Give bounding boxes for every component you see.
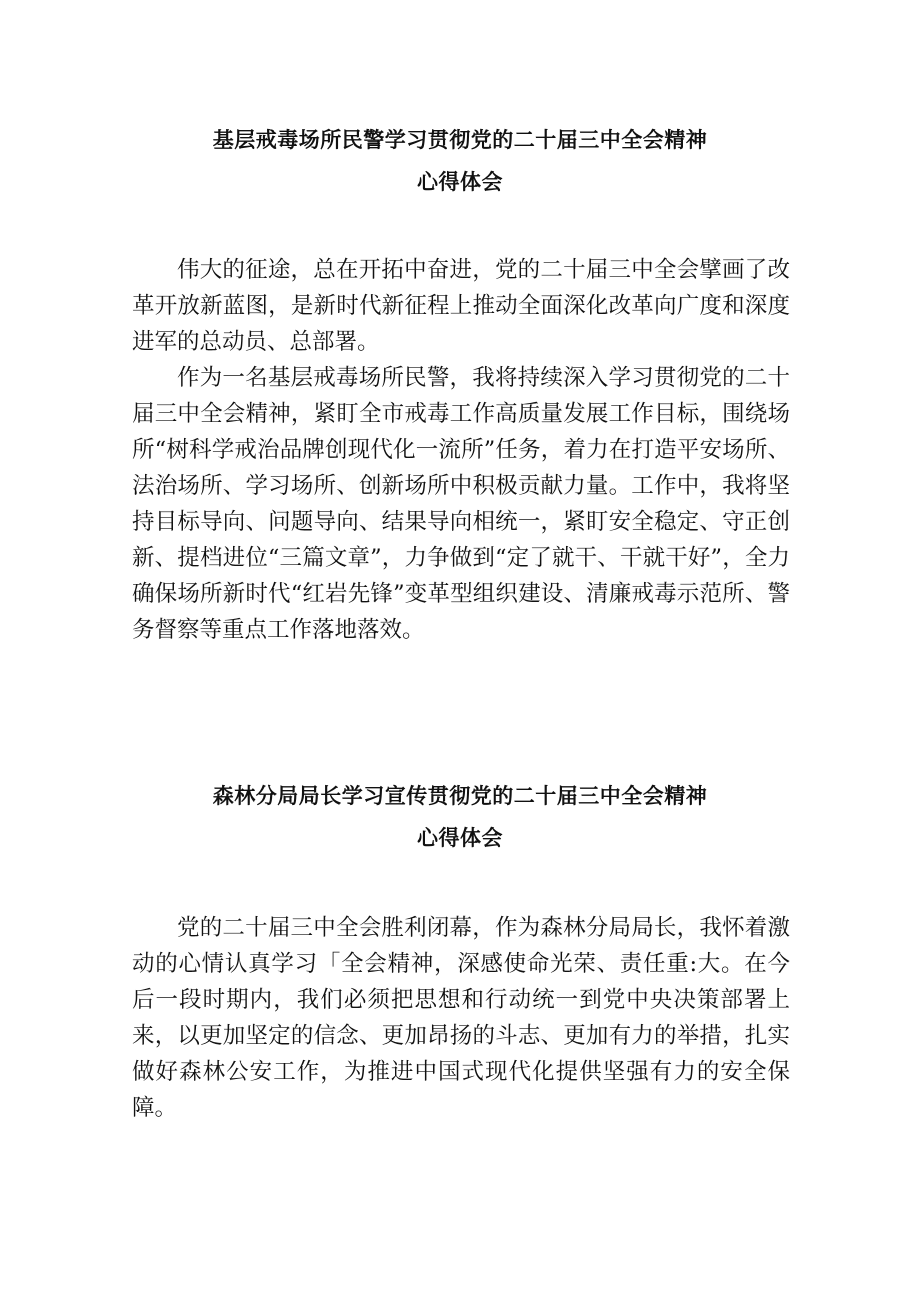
section-1-title-line2: 心得体会 (417, 170, 503, 194)
section-1-paragraph-1: 伟大的征途，总在开拓中奋进，党的二十届三中全会擘画了改革开放新蓝图，是新时代新征程上推动全面深化改革向广度和深度进军的总动员、总部署。 (132, 257, 790, 355)
section-2-paragraph-1: 党的二十届三中全会胜利闭幕，作为森林分局局长，我怀着激动的心情认真学习「全会精神，深感使命光荣、责任重:大。在今后一段时期内，我们必须把思想和行动统一到党中央决策部署上来，以更加坚定的信念、更加昂扬的斗志、更加有力的举措，扎实做好森林公安工作，为推进中国式现代化提供坚强有力的安全保障。 (132, 915, 790, 1121)
section-2-body (132, 910, 790, 1126)
section-2-title-line2: 心得体会 (417, 826, 503, 850)
section-1-title-line1: 基层戒毒场所民警学习贯彻党的二十届三中全会精神 (212, 128, 708, 152)
section-1-paragraph-2: 作为一名基层戒毒场所民警，我将持续深入学习贯彻党的二十届三中全会精神，紧盯全市戒毒工作高质量发展工作目标，围绕场所“树科学戒治品牌创现代化一流所”任务，着力在打造平安场所、法治场所、学习场所、创新场所中积极贡献力量。工作中，我将坚持目标导向、问题导向、结果导向相统一，紧盯安全稳定、守正创新、提档进位“三篇文章”，力争做到“定了就干、干就干好”，全力确保场所新时代“红岩先锋”变革型组织建设、清廉戒毒示范所、警务督察等重点工作落地落效。 (132, 365, 790, 643)
section-1-title (0, 119, 920, 203)
section-2-title (0, 775, 920, 859)
section-1-body (132, 252, 790, 648)
section-2-title-line1: 森林分局局长学习宣传贯彻党的二十届三中全会精神 (212, 784, 708, 808)
